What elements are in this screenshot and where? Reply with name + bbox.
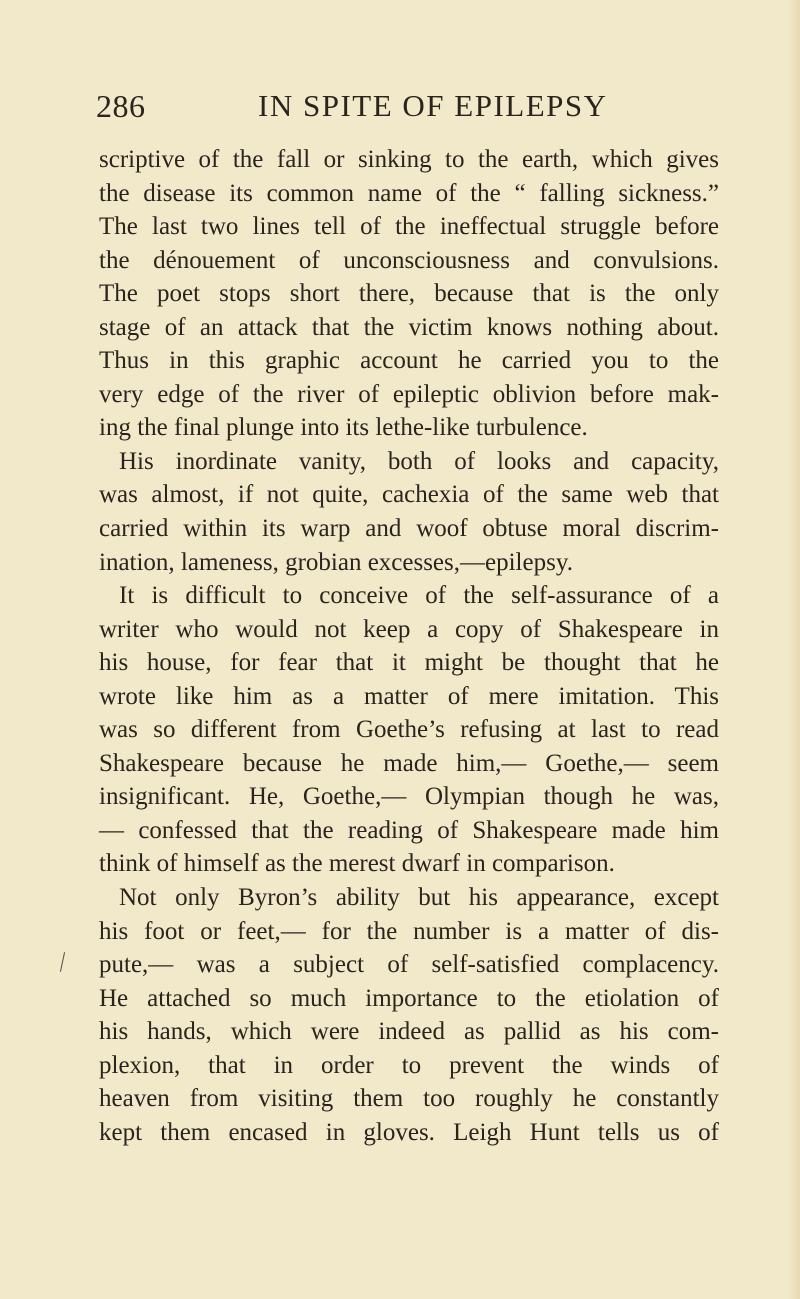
text-line: Not only Byron’s ability but his appearance, except: [119, 884, 719, 912]
text-line: ing the final plunge into its lethe-like turbulence.: [99, 414, 588, 442]
text-line: his foot or feet,— for the number is a matter of dis-: [99, 917, 719, 945]
text-line: His inordinate vanity, both of looks and capacity,: [119, 447, 719, 475]
text-line: stage of an attack that the victim knows nothing about.: [99, 313, 719, 341]
running-header: [96, 86, 706, 130]
text-line: pute,— was a subject of self-satisfied complacency.: [99, 951, 719, 979]
text-line: — confessed that the reading of Shakespeare made him: [99, 816, 719, 844]
text-line: wrote like him as a matter of mere imitation. This: [99, 682, 719, 710]
text-line: heaven from visiting them too roughly he constantly: [99, 1085, 719, 1113]
page-edge: [788, 0, 800, 1299]
text-line: insignificant. He, Goethe,— Olympian though he was,: [99, 783, 719, 811]
text-line: very edge of the river of epileptic oblivion before mak-: [99, 380, 719, 408]
page-number: 286: [96, 88, 146, 124]
body-text: [99, 143, 719, 1149]
text-line: scriptive of the fall or sinking to the earth, which gives: [99, 146, 719, 173]
text-line: He attached so much importance to the etiolation of: [99, 984, 719, 1012]
text-line: was so different from Goethe’s refusing at last to read: [99, 716, 719, 744]
text-line: was almost, if not quite, cachexia of the same web that: [99, 481, 719, 509]
text-line: carried within its warp and woof obtuse moral discrim-: [99, 515, 719, 543]
text-line: his hands, which were indeed as pallid as his com-: [99, 1018, 719, 1046]
text-line: the disease its common name of the “ falling sickness.”: [99, 179, 719, 207]
text-line: The poet stops short there, because that is the only: [99, 280, 719, 308]
text-line: think of himself as the merest dwarf in comparison.: [99, 850, 615, 878]
text-line: It is difficult to conceive of the self-assurance of a: [119, 582, 719, 610]
text-line: ination, lameness, grobian excesses,—epilepsy.: [99, 548, 573, 576]
text-line: writer who would not keep a copy of Shakespeare in: [99, 615, 719, 643]
text-line: his house, for fear that it might be thought that he: [99, 649, 719, 677]
text-line: Shakespeare because he made him,— Goethe,— seem: [99, 749, 719, 777]
text-line: plexion, that in order to prevent the winds of: [99, 1051, 719, 1079]
text-line: The last two lines tell of the ineffectual struggle before: [99, 213, 719, 241]
running-head-title: IN SPITE OF EPILEPSY: [258, 88, 608, 123]
margin-pencil-mark: [60, 952, 65, 972]
text-line: the dénouement of unconsciousness and convulsions.: [99, 246, 719, 274]
text-line: Thus in this graphic account he carried you to the: [99, 347, 719, 375]
text-line: kept them encased in gloves. Leigh Hunt tells us of: [99, 1118, 719, 1146]
